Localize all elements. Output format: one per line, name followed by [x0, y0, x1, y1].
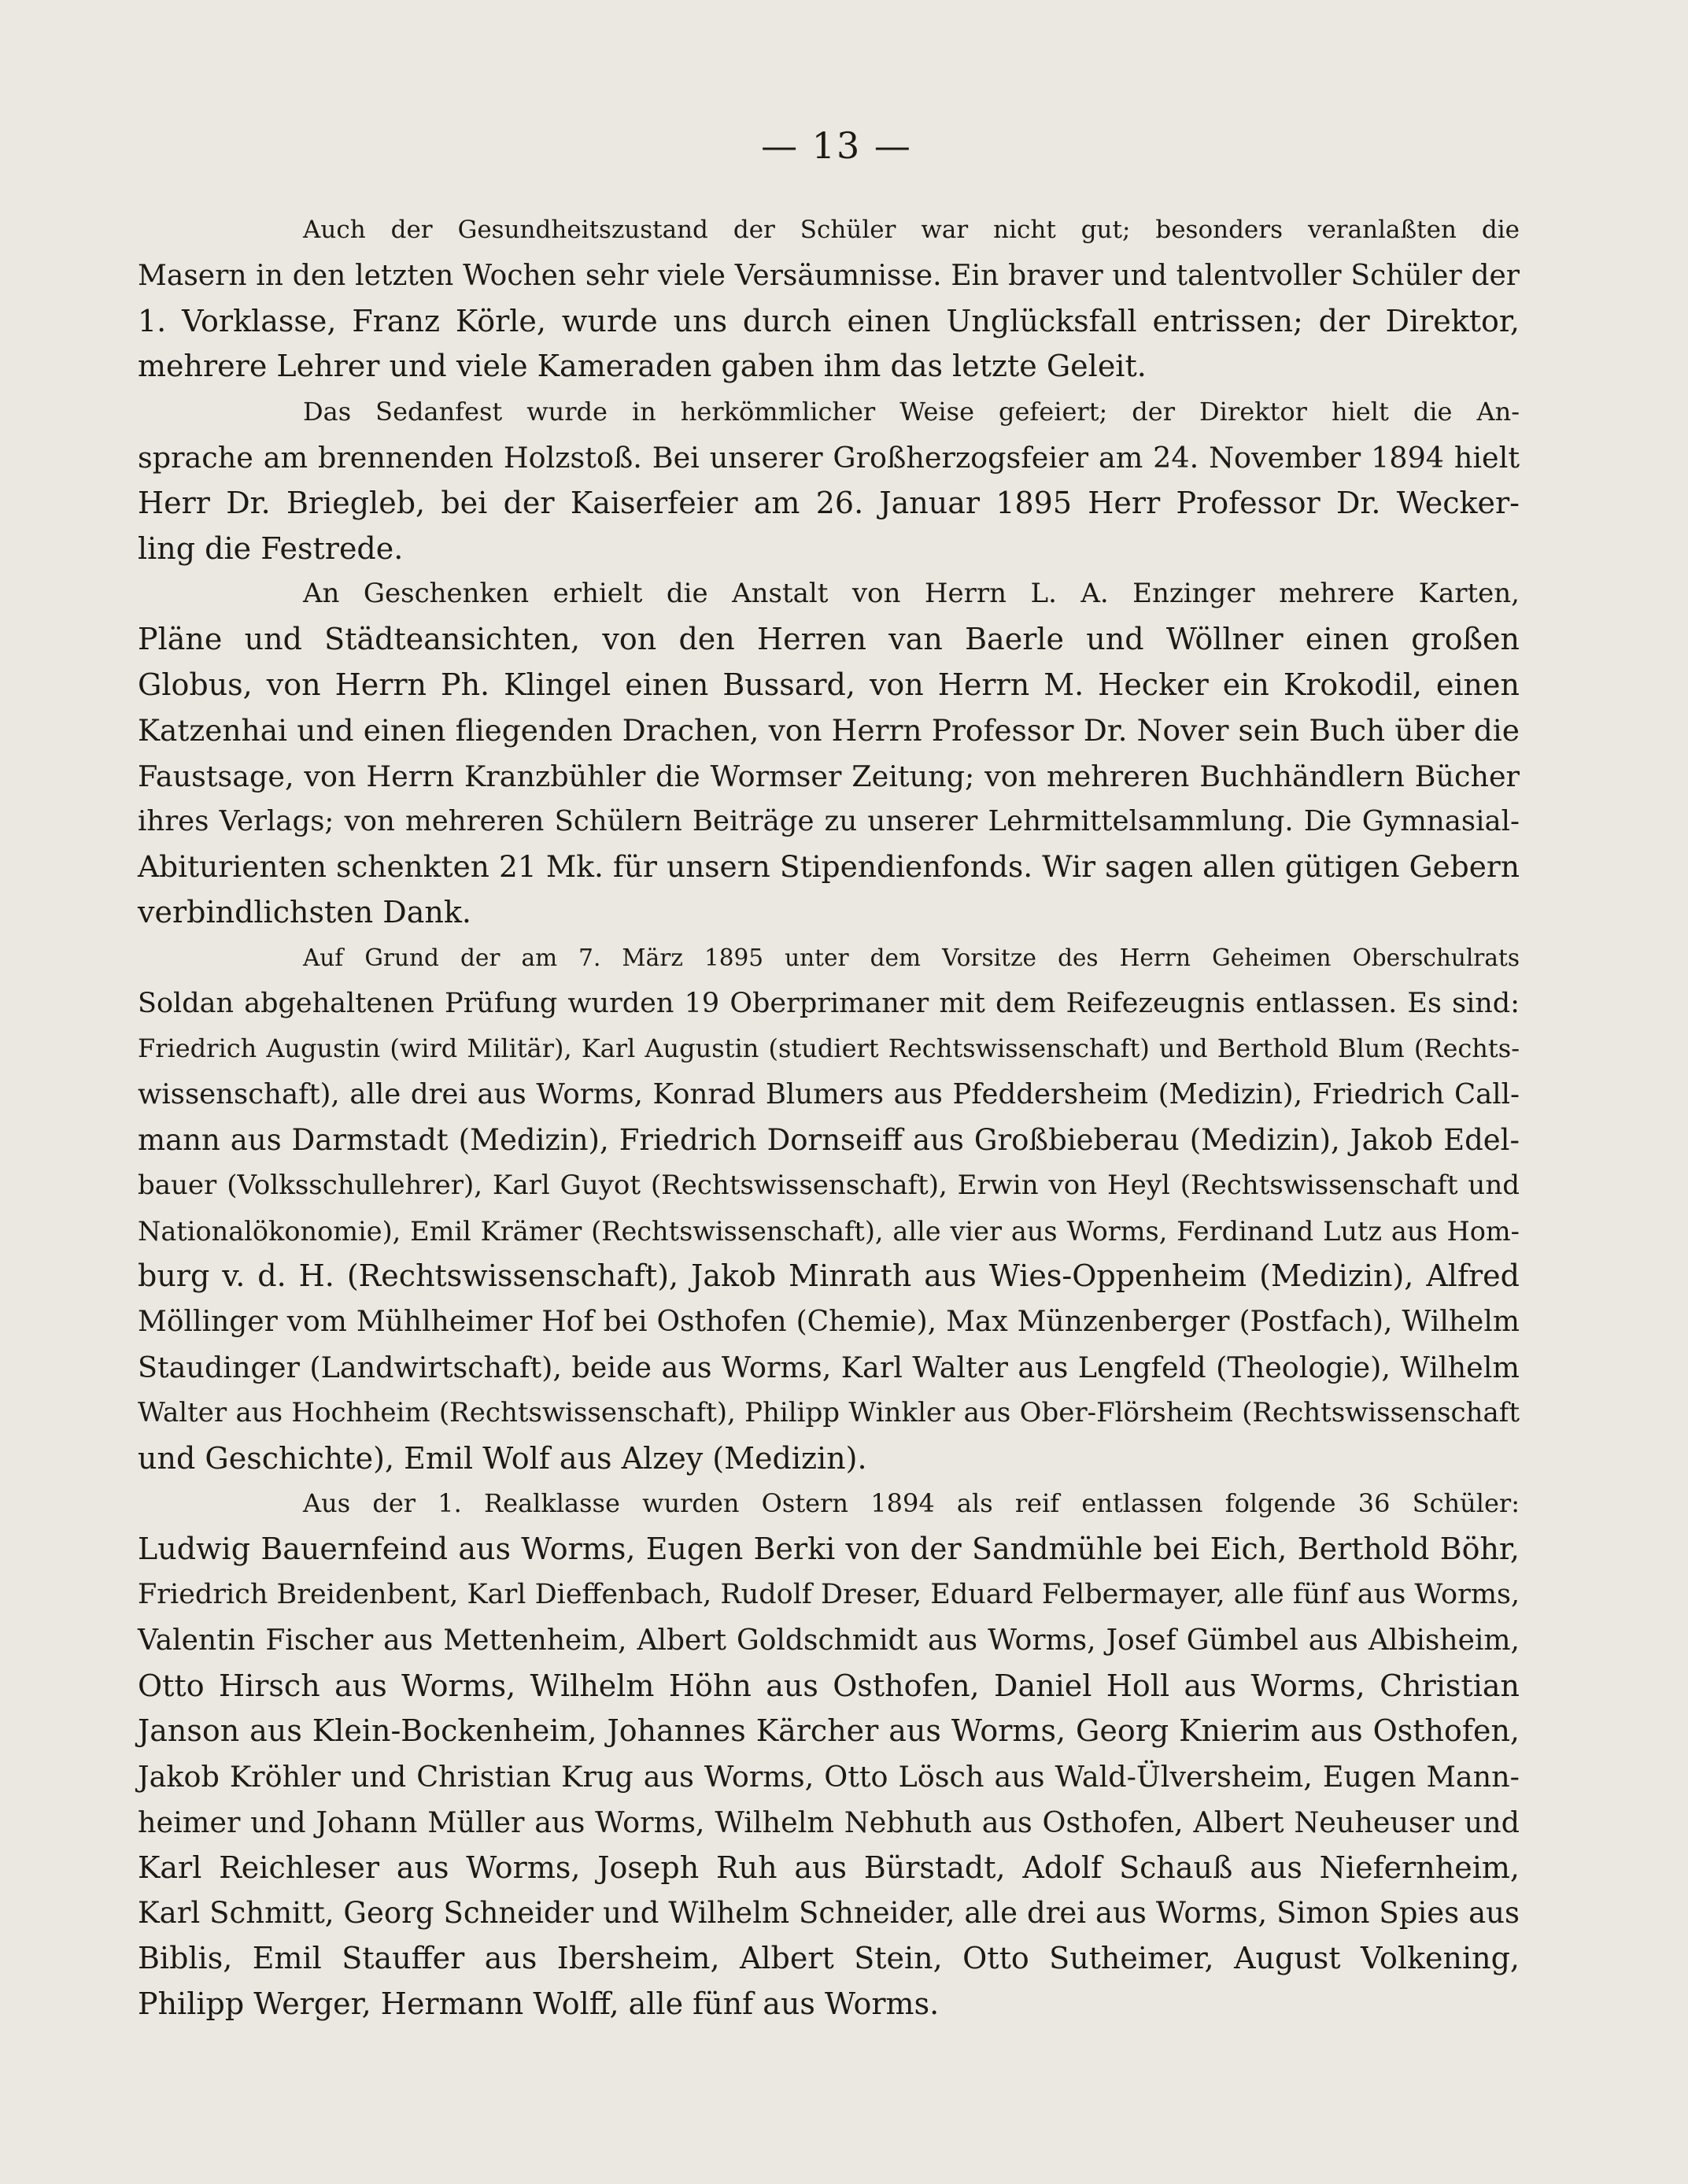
- text-line: Pläne und Städteansichten, von den Herren van Baerle und Wöllner einen großen: [138, 622, 1520, 657]
- text-line: Möllinger vom Mühlheimer Hof bei Osthofen (Chemie), Max Münzenberger (Postfach), Wilhelm: [138, 1306, 1520, 1339]
- text-line: wissenschaft), alle drei aus Worms, Konrad Blumers aus Pfeddersheim (Medizin), Friedrich Call-: [138, 1078, 1520, 1111]
- text-line: verbindlichsten Dank.: [138, 894, 471, 929]
- text-line: Masern in den letzten Wochen sehr viele Versäumnisse. Ein braver und talentvoller Schüler der: [138, 259, 1520, 292]
- text-line: mann aus Darmstadt (Medizin), Friedrich Dornseiff aus Großbieberau (Medizin), Jakob Edel-: [138, 1122, 1520, 1157]
- text-line: An Geschenken erhielt die Anstalt von Herrn L. A. Enzinger mehrere Karten,: [303, 578, 1520, 610]
- paragraph-gifts: [138, 571, 1520, 935]
- text-line: Friedrich Breidenbent, Karl Dieffenbach, Rudolf Dreser, Eduard Felbermayer, alle fünf aus Worms,: [138, 1578, 1520, 1610]
- text-line: Otto Hirsch aus Worms, Wilhelm Höhn aus Osthofen, Daniel Holl aus Worms, Christian: [138, 1668, 1520, 1703]
- text-line: Philipp Werger, Hermann Wolff, alle fünf aus Worms.: [138, 1986, 940, 2022]
- text-line: Biblis, Emil Stauffer aus Ibersheim, Albert Stein, Otto Sutheimer, August Volkening,: [138, 1941, 1520, 1976]
- page-number: — 13 —: [761, 124, 912, 167]
- text-line: Auf Grund der am 7. März 1895 unter dem Vorsitze des Herrn Geheimen Oberschulrats: [303, 944, 1520, 971]
- text-line: Faustsage, von Herrn Kranzbühler die Wormser Zeitung; von mehreren Buchhändlern Bücher: [138, 759, 1520, 793]
- text-line: Das Sedanfest wurde in herkömmlicher Weise gefeiert; der Direktor hielt die An-: [303, 397, 1520, 427]
- text-line: ihres Verlags; von mehreren Schülern Beiträge zu unserer Lehrmittelsammlung. Die Gymnasial-: [138, 805, 1520, 838]
- text-line: Staudinger (Landwirtschaft), beide aus Worms, Karl Walter aus Lengfeld (Theologie), Wilhelm: [138, 1350, 1520, 1384]
- text-line: Katzenhai und einen fliegenden Drachen, von Herrn Professor Dr. Nover sein Buch über die: [138, 712, 1520, 748]
- text-line: bauer (Volksschullehrer), Karl Guyot (Rechtswissenschaft), Erwin von Heyl (Rechtswissenschaft und: [138, 1169, 1520, 1201]
- paragraph-health: [138, 208, 1520, 390]
- text-line: mehrere Lehrer und viele Kameraden gaben ihm das letzte Geleit.: [138, 349, 1147, 384]
- body-text: [138, 208, 1520, 2027]
- text-line: ling die Festrede.: [138, 530, 404, 566]
- text-line: burg v. d. H. (Rechtswissenschaft), Jakob Minrath aus Wies-Oppenheim (Medizin), Alfred: [138, 1258, 1520, 1294]
- text-line: Abiturienten schenkten 21 Mk. für unsern Stipendienfonds. Wir sagen allen gütigen Gebern: [138, 849, 1520, 885]
- text-line: Auch der Gesundheitszustand der Schüler war nicht gut; besonders veranlaßten die: [303, 216, 1520, 244]
- text-line: Karl Schmitt, Georg Schneider und Wilhelm Schneider, alle drei aus Worms, Simon Spies aus: [138, 1896, 1520, 1931]
- text-line: Nationalökonomie), Emil Krämer (Rechtswissenschaft), alle vier aus Worms, Ferdinand Lutz aus Hom-: [138, 1215, 1520, 1247]
- text-line: Soldan abgehaltenen Prüfung wurden 19 Oberprimaner mit dem Reifezeugnis entlassen. Es sind:: [138, 987, 1520, 1019]
- text-line: sprache am brennenden Holzstoß. Bei unserer Großherzogsfeier am 24. November 1894 hielt: [138, 440, 1520, 475]
- text-line: Globus, von Herrn Ph. Klingel einen Bussard, von Herrn M. Hecker ein Krokodil, einen: [138, 667, 1520, 702]
- text-line: Friedrich Augustin (wird Militär), Karl Augustin (studiert Rechtswissenschaft) und Berthold Blum (Rechts-: [138, 1033, 1520, 1064]
- text-line: Valentin Fischer aus Mettenheim, Albert Goldschmidt aus Worms, Josef Gümbel aus Albisheim,: [138, 1624, 1520, 1657]
- paragraph-festivities: [138, 390, 1520, 571]
- text-line: Jakob Kröhler und Christian Krug aus Worms, Otto Lösch aus Wald-Ülversheim, Eugen Mann-: [138, 1760, 1520, 1794]
- paragraph-realklasse-graduates: [138, 1481, 1520, 2027]
- text-line: Ludwig Bauernfeind aus Worms, Eugen Berki von der Sandmühle bei Eich, Berthold Böhr,: [138, 1532, 1520, 1567]
- text-line: und Geschichte), Emil Wolf aus Alzey (Medizin).: [138, 1440, 867, 1476]
- text-line: Walter aus Hochheim (Rechtswissenschaft), Philipp Winkler aus Ober-Flörsheim (Rechtswissenschaft: [138, 1396, 1520, 1428]
- text-line: heimer und Johann Müller aus Worms, Wilhelm Nebhuth aus Osthofen, Albert Neuheuser und: [138, 1805, 1520, 1839]
- text-line: Herr Dr. Briegleb, bei der Kaiserfeier am 26. Januar 1895 Herr Professor Dr. Wecker-: [138, 485, 1520, 520]
- text-line: 1. Vorklasse, Franz Körle, wurde uns durch einen Unglücksfall entrissen; der Direktor,: [138, 303, 1520, 338]
- paragraph-gymnasium-graduates: [138, 936, 1520, 1482]
- text-line: Aus der 1. Realklasse wurden Ostern 1894 als reif entlassen folgende 36 Schüler:: [303, 1488, 1520, 1519]
- text-line: Janson aus Klein-Bockenheim, Johannes Kärcher aus Worms, Georg Knierim aus Osthofen,: [138, 1713, 1520, 1749]
- text-line: Karl Reichleser aus Worms, Joseph Ruh aus Bürstadt, Adolf Schauß aus Niefernheim,: [138, 1850, 1520, 1885]
